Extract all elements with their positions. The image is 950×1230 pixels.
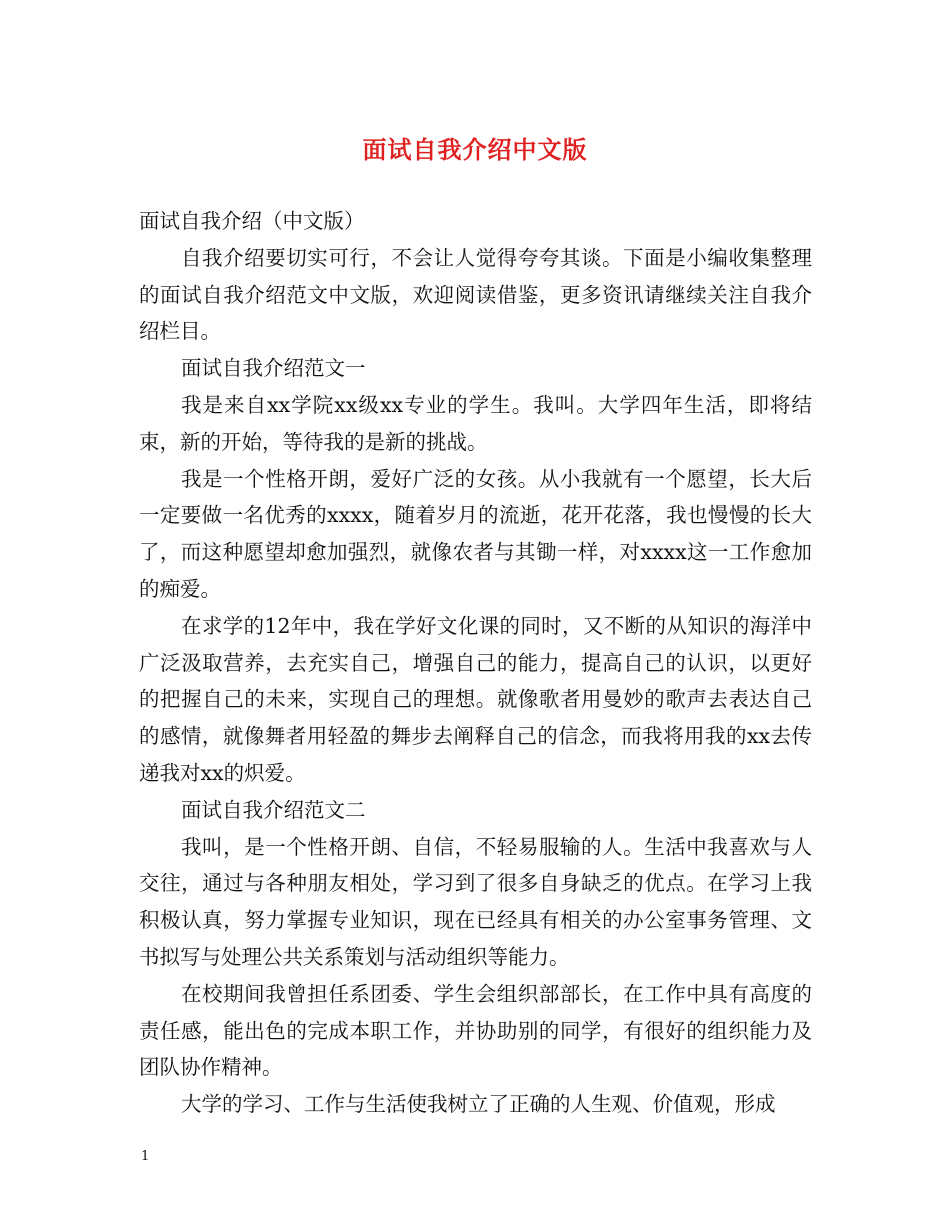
body-paragraph: 我是来自xx学院xx级xx专业的学生。我叫。大学四年生活，即将结束，新的开始，等待我的是新的挑战。 [139, 392, 812, 454]
body-paragraph: 我叫，是一个性格开朗、自信，不轻易服输的人。生活中我喜欢与人交往，通过与各种朋友相处，学习到了很多自身缺乏的优点。在学习上我积极认真，努力掌握专业知识，现在已经具有相关的办公室事务管理、文书拟写与处理公共关系策划与活动组织等能力。 [139, 834, 812, 969]
body-paragraph: 在校期间我曾担任系团委、学生会组织部部长，在工作中具有高度的责任感，能出色的完成本职工作，并协助别的同学，有很好的组织能力及团队协作精神。 [139, 981, 812, 1080]
intro-paragraph: 自我介绍要切实可行，不会让人觉得夸夸其谈。下面是小编收集整理的面试自我介绍范文中文版，欢迎阅读借鉴，更多资讯请继续关注自我介绍栏目。 [139, 245, 812, 344]
document-body [139, 203, 812, 1123]
section-heading-sample-one: 面试自我介绍范文一 [181, 356, 366, 381]
section-heading-sample-two: 面试自我介绍范文二 [181, 797, 366, 822]
document-title: 面试自我介绍中文版 [362, 135, 588, 164]
body-paragraph: 在求学的12年中，我在学好文化课的同时，又不断的从知识的海洋中广泛汲取营养，去充实自己，增强自己的能力，提高自己的认识，以更好的把握自己的未来，实现自己的理想。就像歌者用曼妙的歌声去表达自己的感情，就像舞者用轻盈的舞步去阐释自己的信念，而我将用我的xx去传递我对xx的炽爱。 [139, 613, 812, 785]
body-paragraph: 我是一个性格开朗，爱好广泛的女孩。从小我就有一个愿望，长大后一定要做一名优秀的xxxx，随着岁月的流逝，花开花落，我也慢慢的长大了，而这种愿望却愈加强烈，就像农者与其锄一样，对xxxx这一工作愈加的痴爱。 [139, 466, 812, 601]
page-number: 1 [141, 1149, 150, 1164]
body-paragraph: 大学的学习、工作与生活使我树立了正确的人生观、价值观，形成 [181, 1092, 776, 1117]
document-subtitle: 面试自我介绍（中文版） [139, 209, 365, 233]
